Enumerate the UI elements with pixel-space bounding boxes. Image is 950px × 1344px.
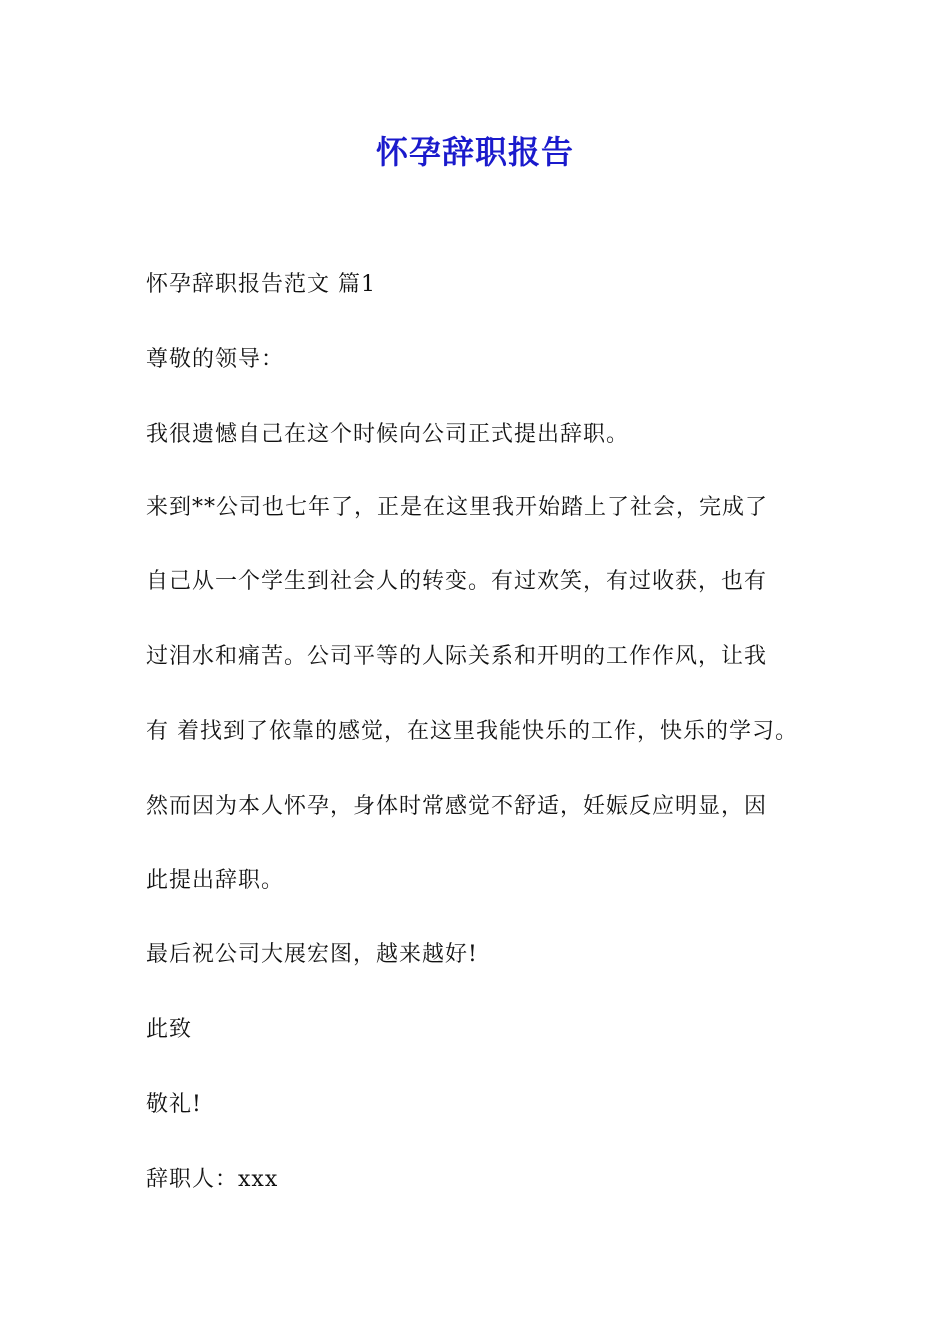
body-line: 我很遗憾自己在这个时候向公司正式提出辞职。 — [146, 422, 630, 447]
body-line: 有 着找到了依靠的感觉，在这里我能快乐的工作，快乐的学习。 — [146, 719, 798, 744]
closing-line: 敬礼! — [146, 1092, 202, 1117]
document-title: 怀孕辞职报告 — [375, 133, 574, 171]
body-line: 最后祝公司大展宏图，越来越好! — [146, 942, 478, 967]
closing-line: 此致 — [146, 1017, 193, 1042]
body-line: 过泪水和痛苦。公司平等的人际关系和开明的工作作风，让我 — [146, 644, 768, 669]
section-heading: 怀孕辞职报告范文 篇1 — [146, 272, 376, 297]
body-line: 此提出辞职。 — [146, 868, 285, 893]
signature: 辞职人：xxx — [146, 1167, 279, 1192]
body-line: 来到**公司也七年了，正是在这里我开始踏上了社会，完成了 — [146, 495, 769, 520]
body-line: 然而因为本人怀孕，身体时常感觉不舒适，妊娠反应明显，因 — [146, 794, 768, 819]
body-line: 自己从一个学生到社会人的转变。有过欢笑，有过收获，也有 — [146, 569, 768, 594]
salutation: 尊敬的领导： — [146, 347, 285, 372]
